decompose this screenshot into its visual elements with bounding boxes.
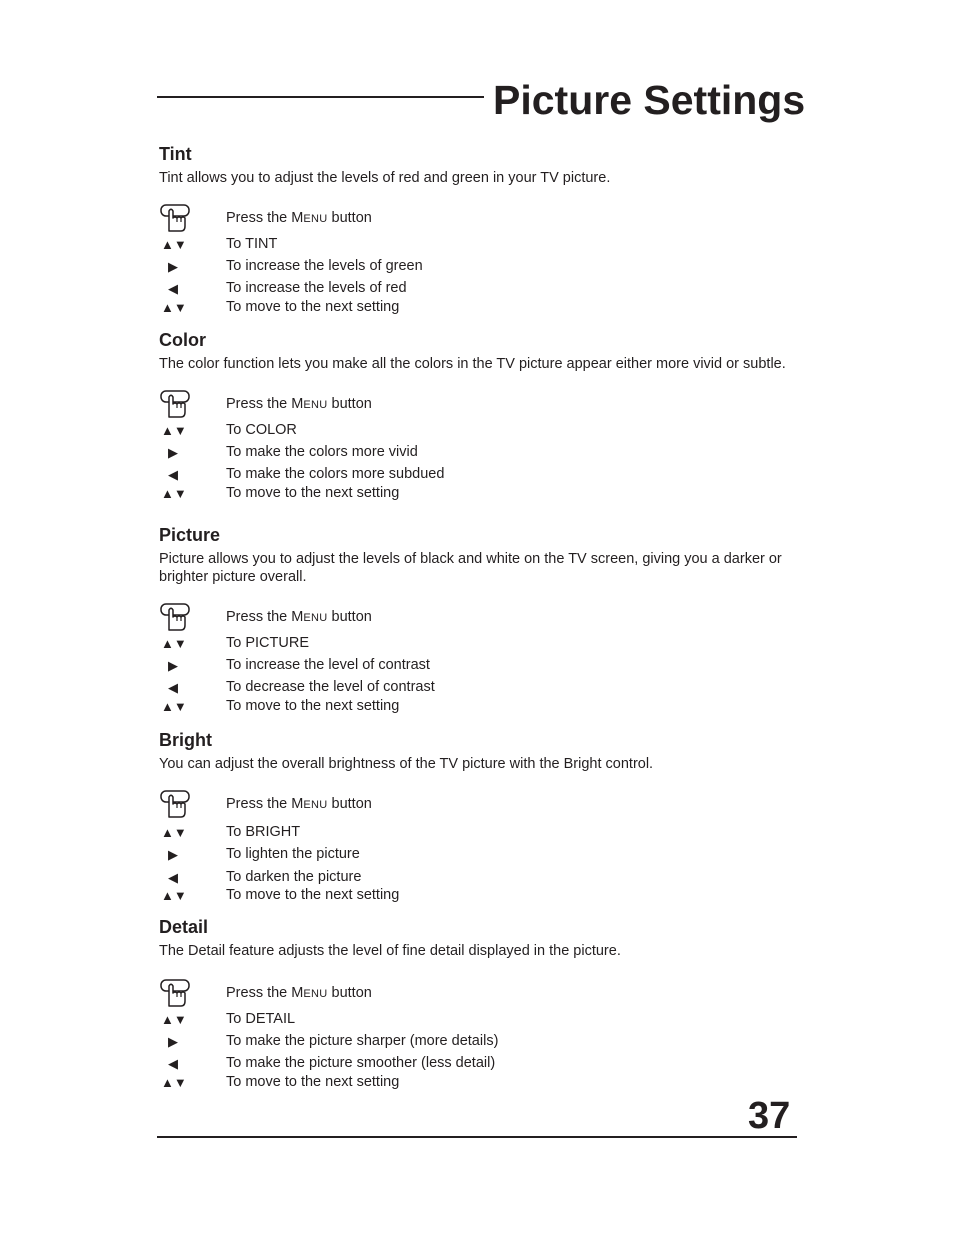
up-down-arrows-icon: ▲▼ (161, 888, 187, 903)
hand-press-icon (159, 203, 191, 233)
step-text: To DETAIL (226, 1011, 296, 1027)
section-description: Tint allows you to adjust the levels of red and green in your TV picture. (159, 170, 611, 186)
step-text: To move to the next setting (226, 1074, 400, 1090)
up-down-arrows-icon: ▲▼ (161, 825, 187, 840)
step-decrease (159, 1054, 799, 1074)
step-text: To make the picture sharper (more details) (226, 1033, 499, 1049)
right-arrow-icon: ▶ (168, 847, 178, 862)
left-arrow-icon: ◀ (168, 467, 178, 482)
section-title: Tint (159, 144, 192, 164)
step-increase (159, 443, 799, 463)
step-decrease (159, 279, 799, 299)
section-title: Color (159, 330, 206, 350)
step-decrease (159, 465, 799, 485)
hand-press-icon (159, 789, 191, 819)
step-text: To decrease the level of contrast (226, 679, 435, 695)
step-select (159, 421, 799, 441)
step-increase (159, 1032, 799, 1052)
section-detail (159, 916, 799, 1090)
right-arrow-icon: ▶ (168, 445, 178, 460)
left-arrow-icon: ◀ (168, 1056, 178, 1071)
right-arrow-icon: ▶ (168, 259, 178, 274)
up-down-arrows-icon: ▲▼ (161, 237, 187, 252)
right-arrow-icon: ▶ (168, 1034, 178, 1049)
step-next (159, 484, 799, 504)
section-tint (159, 143, 799, 315)
step-decrease (159, 868, 799, 888)
left-arrow-icon: ◀ (168, 680, 178, 695)
section-title: Picture (159, 525, 221, 545)
section-color (159, 329, 799, 501)
step-press-menu (159, 984, 799, 1004)
up-down-arrows-icon: ▲▼ (161, 636, 187, 651)
step-text: Press the MENU button (226, 985, 372, 1001)
step-next (159, 886, 799, 906)
footer-rule (157, 1136, 797, 1138)
step-press-menu (159, 795, 799, 815)
step-press-menu (159, 209, 799, 229)
step-increase (159, 257, 799, 277)
page-number: 37 (748, 1095, 791, 1137)
step-text: To BRIGHT (226, 824, 301, 840)
section-description: The color function lets you make all the colors in the TV picture appear either more vivid or subtle. (159, 356, 786, 372)
step-next (159, 298, 799, 318)
step-text: To increase the levels of red (226, 280, 407, 296)
left-arrow-icon: ◀ (168, 281, 178, 296)
step-select (159, 634, 799, 654)
step-increase (159, 656, 799, 676)
section-picture (159, 524, 799, 714)
step-text: To COLOR (226, 422, 297, 438)
step-text: Press the MENU button (226, 609, 372, 625)
right-arrow-icon: ▶ (168, 658, 178, 673)
step-text: To increase the levels of green (226, 258, 423, 274)
up-down-arrows-icon: ▲▼ (161, 423, 187, 438)
step-text: To increase the level of contrast (226, 657, 430, 673)
step-select (159, 1010, 799, 1030)
hand-press-icon (159, 602, 191, 632)
hand-press-icon (159, 389, 191, 419)
hand-press-icon (159, 978, 191, 1008)
step-select (159, 823, 799, 843)
step-text: To TINT (226, 236, 278, 252)
header-rule (157, 96, 484, 98)
step-next (159, 1073, 799, 1093)
up-down-arrows-icon: ▲▼ (161, 1012, 187, 1027)
up-down-arrows-icon: ▲▼ (161, 300, 187, 315)
step-decrease (159, 678, 799, 698)
step-increase (159, 845, 799, 865)
step-text: To darken the picture (226, 869, 362, 885)
up-down-arrows-icon: ▲▼ (161, 486, 187, 501)
left-arrow-icon: ◀ (168, 870, 178, 885)
section-description: You can adjust the overall brightness of the TV picture with the Bright control. (159, 756, 654, 772)
step-next (159, 697, 799, 717)
step-text: To move to the next setting (226, 698, 400, 714)
step-text: Press the MENU button (226, 210, 372, 226)
section-description: The Detail feature adjusts the level of fine detail displayed in the picture. (159, 943, 621, 959)
step-text: Press the MENU button (226, 396, 372, 412)
step-text: To make the colors more vivid (226, 444, 418, 460)
step-text: To make the picture smoother (less detail) (226, 1055, 496, 1071)
up-down-arrows-icon: ▲▼ (161, 1075, 187, 1090)
section-bright (159, 729, 799, 903)
section-description: Picture allows you to adjust the levels of black and white on the TV screen, giving you a darker or brighter picture overall. (159, 551, 782, 585)
section-title: Bright (159, 730, 212, 750)
step-text: To make the colors more subdued (226, 466, 445, 482)
page-title: Picture Settings (493, 77, 806, 123)
step-press-menu (159, 395, 799, 415)
step-text: Press the MENU button (226, 796, 372, 812)
step-press-menu (159, 608, 799, 628)
step-text: To move to the next setting (226, 485, 400, 501)
step-select (159, 235, 799, 255)
step-text: To move to the next setting (226, 887, 400, 903)
step-text: To PICTURE (226, 635, 309, 651)
step-text: To lighten the picture (226, 846, 360, 862)
up-down-arrows-icon: ▲▼ (161, 699, 187, 714)
section-title: Detail (159, 917, 209, 937)
step-text: To move to the next setting (226, 299, 400, 315)
